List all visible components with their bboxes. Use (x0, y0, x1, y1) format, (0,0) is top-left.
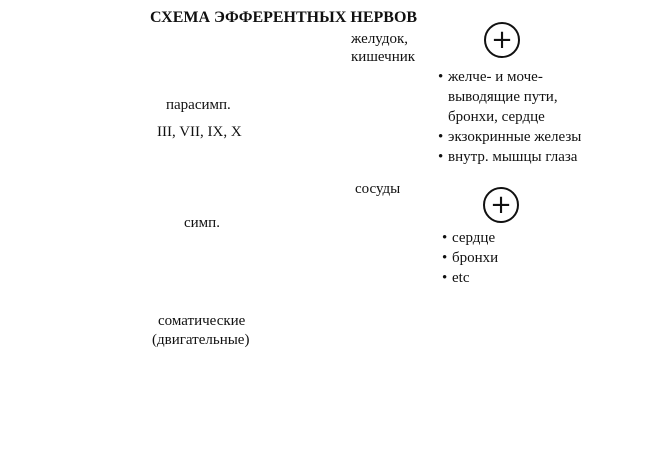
sympathetic-effects-list (442, 228, 498, 288)
list-item: • внутр. мышцы глаза (438, 149, 578, 165)
list-item: • желче- и моче- (438, 69, 543, 85)
list-item: • бронхи (442, 250, 499, 266)
label-cranial-nerves: III, VII, IX, X (157, 124, 242, 140)
list-item-continuation: выводящие пути, (448, 89, 558, 105)
label-parasympathetic: парасимп. (166, 97, 231, 113)
target-stomach-line1: желудок, (351, 31, 409, 47)
list-item: • сердце (442, 230, 496, 246)
list-item: • экзокринные железы (438, 129, 582, 145)
target-vessels: сосуды (355, 181, 401, 197)
parasympathetic-effects-list (438, 67, 581, 167)
list-item-continuation: бронхи, сердце (448, 109, 545, 125)
target-stomach-intestine (351, 30, 415, 66)
diagram-title: СХЕМА ЭФФЕРЕНТНЫХ НЕРВОВ (150, 9, 418, 26)
list-item: • etc (442, 270, 470, 286)
label-somatic: соматические (158, 313, 246, 329)
label-motor: (двигательные) (152, 332, 250, 348)
plus-circle-icon: + (484, 22, 520, 58)
label-sympathetic: симп. (184, 215, 220, 231)
target-stomach-line2: кишечник (351, 49, 416, 65)
plus-circle-icon: + (483, 187, 519, 223)
